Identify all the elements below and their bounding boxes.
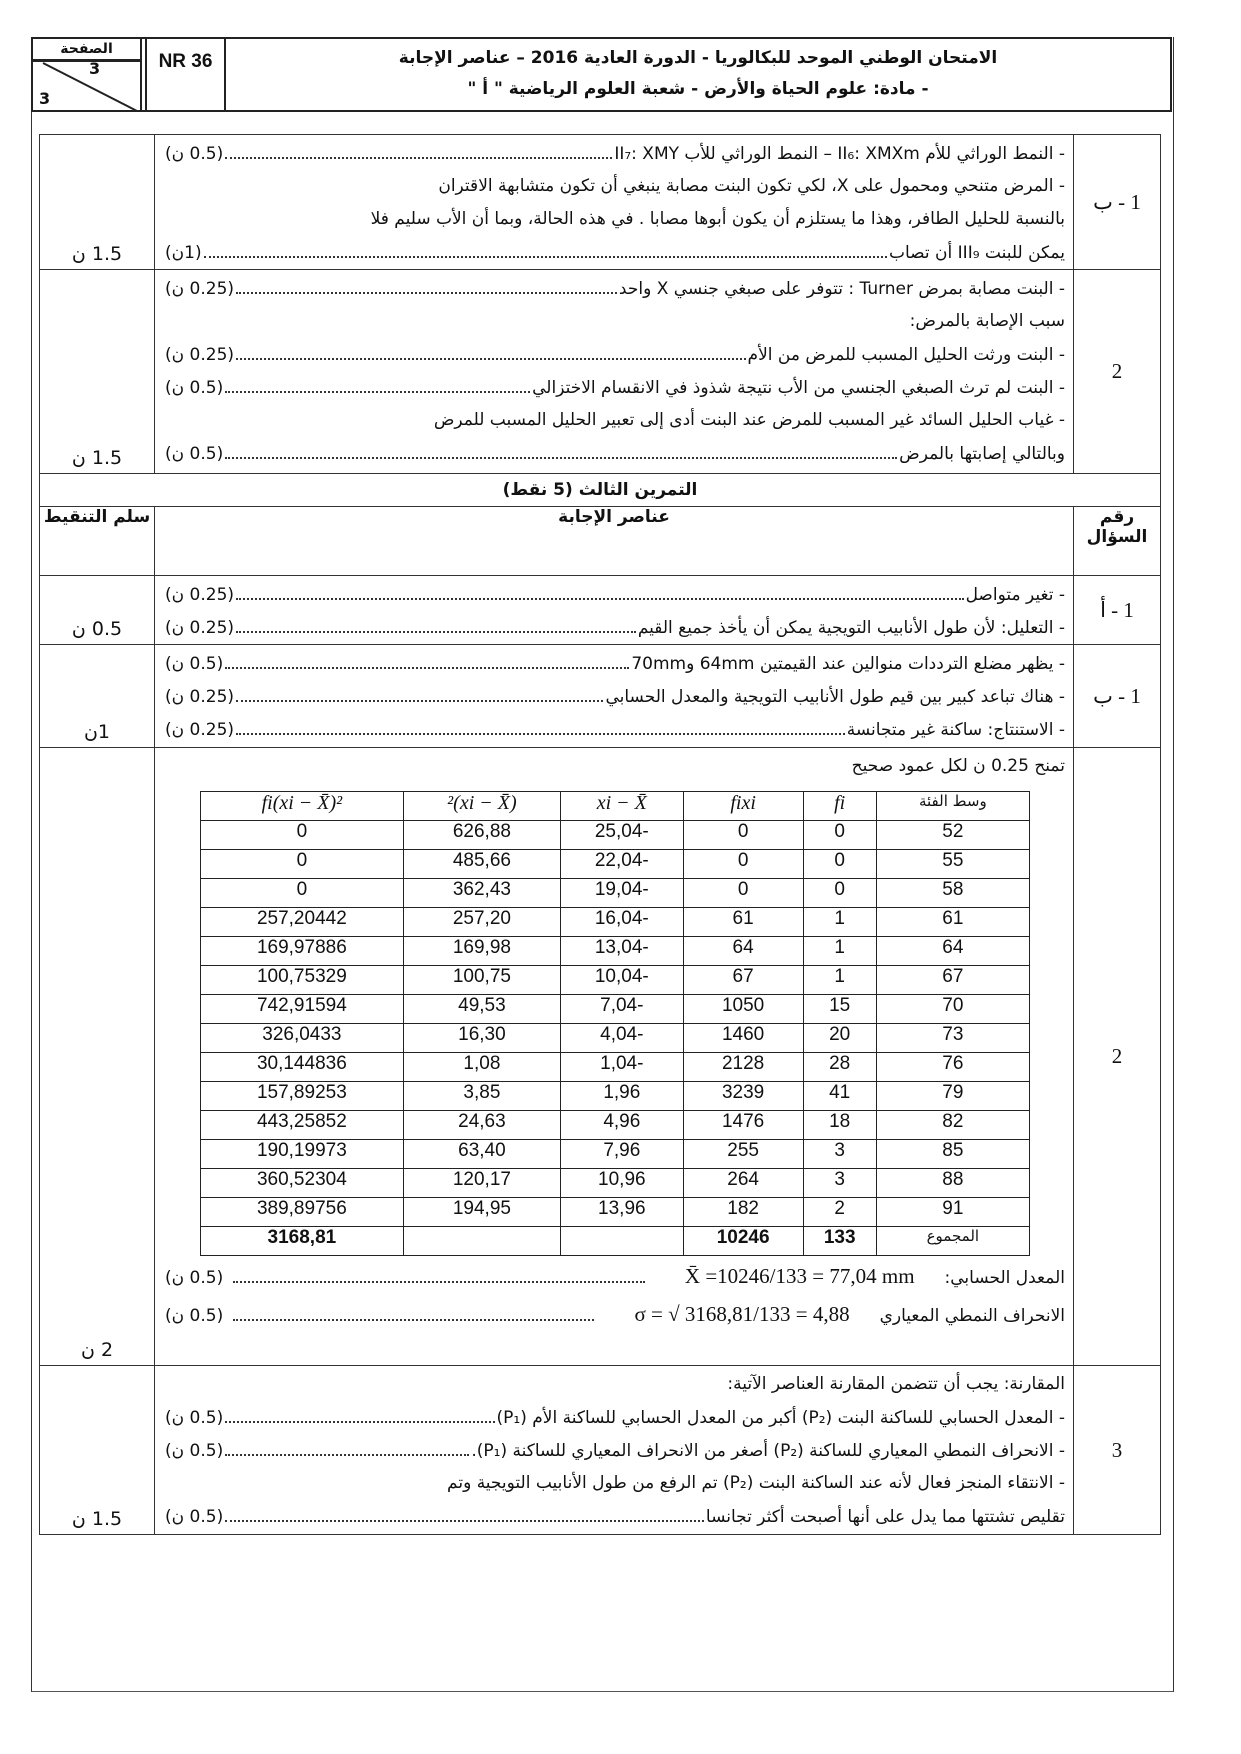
exercise-title-row bbox=[40, 474, 1161, 507]
answer-text: - الاستنتاج: ساكنة غير متجانسة bbox=[846, 720, 1065, 740]
question-number: 1 - أ bbox=[1074, 576, 1161, 645]
calc-formula: σ = √ 3168,81/133 = 4,88 bbox=[634, 1302, 850, 1326]
stats-cell: 157,89253 bbox=[201, 1082, 404, 1111]
score-cell: 1ن bbox=[40, 645, 155, 748]
stats-row bbox=[201, 1082, 1030, 1111]
stats-header-cell: fixi bbox=[683, 792, 803, 821]
stats-cell: 49,53 bbox=[403, 995, 560, 1024]
stats-cell: 18 bbox=[803, 1111, 876, 1140]
answer-line bbox=[165, 338, 1065, 371]
answer-line bbox=[165, 437, 1065, 470]
stats-cell: -13,04 bbox=[561, 937, 683, 966]
answer-table bbox=[39, 134, 1161, 1535]
page-total: 3 bbox=[39, 89, 51, 108]
scoring-note-text: تمنح 0.25 ن لكل عمود صحيح bbox=[851, 756, 1065, 776]
answer-text: - المعدل الحسابي للساكنة البنت (P₂) أكبر من المعدل الحسابي للساكنة الأم (P₁) bbox=[496, 1408, 1065, 1428]
stats-cell: 0 bbox=[683, 850, 803, 879]
stats-cell: -19,04 bbox=[561, 879, 683, 908]
points: (0.5 ن) bbox=[165, 444, 224, 464]
question-row bbox=[40, 135, 1161, 270]
answer-line bbox=[165, 1500, 1065, 1533]
stats-cell: -1,04 bbox=[561, 1053, 683, 1082]
dot-leader bbox=[225, 1500, 704, 1522]
stats-cell: 88 bbox=[876, 1169, 1029, 1198]
stats-total-cell bbox=[403, 1227, 560, 1256]
answer-text: - البنت ورثت الحليل المسبب للمرض من الأم bbox=[747, 345, 1065, 365]
stats-cell: 626,88 bbox=[403, 821, 560, 850]
answer-text: - النمط الوراثي للأم II₆: XMXm – النمط الوراثي للأب II₇: XMY bbox=[614, 144, 1065, 164]
stats-cell: 24,63 bbox=[403, 1111, 560, 1140]
dot-leader bbox=[236, 578, 964, 600]
answer-text: تقليص تشتتها مما يدل على أنها أصبحت أكثر تجانسا bbox=[705, 1507, 1065, 1527]
answer-line bbox=[165, 203, 1065, 236]
dot-leader bbox=[233, 1299, 594, 1321]
stats-cell: 0 bbox=[803, 821, 876, 850]
answer-text: وبالتالي إصابتها بالمرض bbox=[899, 444, 1065, 464]
stats-cell: 76 bbox=[876, 1053, 1029, 1082]
stats-cell: 182 bbox=[683, 1198, 803, 1227]
points: (0.25 ن) bbox=[165, 345, 235, 365]
stats-cell: 3,85 bbox=[403, 1082, 560, 1111]
stats-cell: 67 bbox=[876, 966, 1029, 995]
stats-cell: 360,52304 bbox=[201, 1169, 404, 1198]
answer-text: - غياب الحليل السائد غير المسبب للمرض عند البنت أدى إلى تعبير الحليل المسبب للمرض bbox=[433, 410, 1065, 430]
stats-cell: 3 bbox=[803, 1140, 876, 1169]
score-cell: 0.5 ن bbox=[40, 576, 155, 645]
points: (0.25 ن) bbox=[165, 585, 235, 605]
stats-cell: 63,40 bbox=[403, 1140, 560, 1169]
question-row bbox=[40, 645, 1161, 748]
stats-row bbox=[201, 908, 1030, 937]
stats-cell: 0 bbox=[201, 821, 404, 850]
stats-total-cell: 10246 bbox=[683, 1227, 803, 1256]
page-number: 3 bbox=[89, 59, 101, 78]
stats-cell: 91 bbox=[876, 1198, 1029, 1227]
stats-cell: 64 bbox=[683, 937, 803, 966]
answer-line bbox=[165, 137, 1065, 170]
answer-text: - المرض متنحي ومحمول على X، لكي تكون البنت مصابة ينبغي أن تكون متشابهة الاقتران bbox=[438, 176, 1065, 196]
stats-cell: 100,75 bbox=[403, 966, 560, 995]
stats-cell: 3239 bbox=[683, 1082, 803, 1111]
stats-cell: 55 bbox=[876, 850, 1029, 879]
stats-cell: 169,97886 bbox=[201, 937, 404, 966]
question-row bbox=[40, 576, 1161, 645]
stats-cell: 742,91594 bbox=[201, 995, 404, 1024]
stats-cell: 326,0433 bbox=[201, 1024, 404, 1053]
answer-cell bbox=[155, 576, 1074, 645]
stats-cell: 0 bbox=[683, 879, 803, 908]
calc-label: الانحراف النمطي المعياري bbox=[879, 1306, 1065, 1326]
stats-cell: 1 bbox=[803, 966, 876, 995]
stats-cell: 30,144836 bbox=[201, 1053, 404, 1082]
score-cell: 2 ن bbox=[40, 748, 155, 1366]
stats-cell: 70 bbox=[876, 995, 1029, 1024]
stats-row bbox=[201, 937, 1030, 966]
question-number: 1 - ب bbox=[1074, 135, 1161, 270]
stats-cell: 13,96 bbox=[561, 1198, 683, 1227]
stats-cell: 1460 bbox=[683, 1024, 803, 1053]
stats-cell: -10,04 bbox=[561, 966, 683, 995]
stats-row bbox=[201, 1053, 1030, 1082]
question-number: 3 bbox=[1074, 1366, 1161, 1535]
stats-header-cell: fi bbox=[803, 792, 876, 821]
stats-row bbox=[201, 1024, 1030, 1053]
stats-cell: -22,04 bbox=[561, 850, 683, 879]
answer-text: - الانتقاء المنجز فعال لأنه عند الساكنة البنت (P₂) تم الرفع من طول الأنابيب التويجية وتم bbox=[447, 1473, 1065, 1493]
answer-text: سبب الإصابة بالمرض: bbox=[909, 311, 1065, 331]
stats-cell: 100,75329 bbox=[201, 966, 404, 995]
answer-cell bbox=[155, 645, 1074, 748]
stats-row bbox=[201, 850, 1030, 879]
stats-cell: 20 bbox=[803, 1024, 876, 1053]
points: (0.25 ن) bbox=[165, 618, 235, 638]
answer-line bbox=[165, 647, 1065, 680]
mean-calculation bbox=[165, 1258, 1065, 1294]
stats-cell: 82 bbox=[876, 1111, 1029, 1140]
dot-leader bbox=[236, 680, 603, 702]
dot-leader bbox=[236, 713, 845, 735]
question-number: 2 bbox=[1074, 748, 1161, 1366]
stats-cell: 61 bbox=[683, 908, 803, 937]
answer-line bbox=[165, 272, 1065, 305]
col-header-answer: عناصر الإجابة bbox=[155, 507, 1074, 576]
stats-header-row bbox=[201, 792, 1030, 821]
stats-cell: 58 bbox=[876, 879, 1029, 908]
answer-text: - التعليل: لأن طول الأنابيب التويجية يمكن أن يأخذ جميع القيم bbox=[637, 618, 1065, 638]
stats-cell: 64 bbox=[876, 937, 1029, 966]
stats-cell: 255 bbox=[683, 1140, 803, 1169]
stats-cell: 0 bbox=[803, 850, 876, 879]
stats-cell: 73 bbox=[876, 1024, 1029, 1053]
col-header-score: سلم التنقيط bbox=[40, 507, 155, 576]
stats-cell: 264 bbox=[683, 1169, 803, 1198]
points: (0.25 ن) bbox=[165, 279, 235, 299]
calc-label: المعدل الحسابي: bbox=[944, 1268, 1065, 1288]
stats-row bbox=[201, 966, 1030, 995]
score-cell: 1.5 ن bbox=[40, 270, 155, 474]
stats-header-cell: (xi − X̄)² bbox=[403, 792, 560, 821]
exam-code: NR 36 bbox=[145, 39, 226, 110]
stats-cell: 2 bbox=[803, 1198, 876, 1227]
stats-cell: 61 bbox=[876, 908, 1029, 937]
stats-cell: 1050 bbox=[683, 995, 803, 1024]
score-cell: 1.5 ن bbox=[40, 1366, 155, 1535]
points: (0.25 ن) bbox=[165, 720, 235, 740]
stats-row bbox=[201, 995, 1030, 1024]
calc-formula: X̄ =10246/133 = 77,04 mm bbox=[684, 1264, 915, 1288]
stats-cell: 52 bbox=[876, 821, 1029, 850]
page-label: الصفحة bbox=[33, 39, 140, 62]
stats-cell: 85 bbox=[876, 1140, 1029, 1169]
stats-total-row bbox=[201, 1227, 1030, 1256]
stats-row bbox=[201, 1198, 1030, 1227]
answer-line bbox=[165, 170, 1065, 203]
stats-cell: 67 bbox=[683, 966, 803, 995]
dot-leader bbox=[225, 1434, 469, 1456]
stats-cell: 16,30 bbox=[403, 1024, 560, 1053]
answer-text: يمكن للبنت III₉ أن تصاب bbox=[888, 243, 1065, 263]
points: (0.5 ن) bbox=[165, 144, 224, 164]
answer-cell bbox=[155, 1366, 1074, 1535]
exercise-title: التمرين الثالث (5 نقط) bbox=[40, 474, 1161, 507]
stats-row bbox=[201, 1140, 1030, 1169]
points: (0.5 ن) bbox=[165, 378, 224, 398]
answer-line bbox=[165, 305, 1065, 338]
stats-total-cell: 133 bbox=[803, 1227, 876, 1256]
page-number-box bbox=[33, 39, 142, 110]
question-number: 2 bbox=[1074, 270, 1161, 474]
answer-line bbox=[165, 1434, 1065, 1467]
stats-cell: 0 bbox=[201, 850, 404, 879]
stats-header-cell: fi(xi − X̄)² bbox=[201, 792, 404, 821]
answer-line bbox=[165, 371, 1065, 404]
answer-line bbox=[165, 611, 1065, 644]
dot-leader bbox=[236, 611, 636, 633]
stats-cell: 28 bbox=[803, 1053, 876, 1082]
stats-cell: 194,95 bbox=[403, 1198, 560, 1227]
stats-cell: 190,19973 bbox=[201, 1140, 404, 1169]
answer-line bbox=[165, 236, 1065, 269]
stats-cell: 1 bbox=[803, 937, 876, 966]
answer-line bbox=[165, 1401, 1065, 1434]
answer-text: - هناك تباعد كبير بين قيم طول الأنابيب التويجية والمعدل الحسابي bbox=[605, 687, 1065, 707]
points: (0.5 ن) bbox=[165, 1408, 224, 1428]
dot-leader bbox=[236, 338, 746, 360]
answer-cell bbox=[155, 135, 1074, 270]
stats-cell: -4,04 bbox=[561, 1024, 683, 1053]
stats-cell: 1476 bbox=[683, 1111, 803, 1140]
stats-cell: 257,20 bbox=[403, 908, 560, 937]
stats-row bbox=[201, 821, 1030, 850]
stats-cell: 2128 bbox=[683, 1053, 803, 1082]
answer-line bbox=[165, 680, 1065, 713]
points: (1ن) bbox=[165, 243, 202, 263]
dot-leader bbox=[236, 272, 617, 294]
stats-total-cell: المجموع bbox=[876, 1227, 1029, 1256]
stats-cell: 389,89756 bbox=[201, 1198, 404, 1227]
answer-line bbox=[165, 1368, 1065, 1401]
answer-text: - تغير متواصل bbox=[965, 585, 1065, 605]
column-header-row bbox=[40, 507, 1161, 576]
answer-cell bbox=[155, 748, 1074, 1366]
stats-row bbox=[201, 1169, 1030, 1198]
stats-cell: 120,17 bbox=[403, 1169, 560, 1198]
stats-cell: 1,96 bbox=[561, 1082, 683, 1111]
dot-leader bbox=[204, 236, 887, 258]
dot-leader bbox=[225, 137, 612, 159]
answer-text: - الانحراف النمطي المعياري للساكنة (P₂) أصغر من الانحراف المعياري للساكنة (P₁). bbox=[471, 1441, 1065, 1461]
stats-cell: -16,04 bbox=[561, 908, 683, 937]
stats-cell: -25,04 bbox=[561, 821, 683, 850]
answer-text: - البنت مصابة بمرض Turner : تتوفر على صبغي جنسي X واحد bbox=[618, 279, 1065, 299]
stats-total-cell bbox=[561, 1227, 683, 1256]
dot-leader bbox=[225, 371, 530, 393]
stats-cell: 485,66 bbox=[403, 850, 560, 879]
dot-leader bbox=[233, 1261, 645, 1283]
points: (0.5 ن) bbox=[165, 1441, 224, 1461]
points: (0.5 ن) bbox=[165, 1268, 224, 1288]
question-row bbox=[40, 1366, 1161, 1535]
question-number: 1 - ب bbox=[1074, 645, 1161, 748]
points: (0.25 ن) bbox=[165, 687, 235, 707]
answer-text: - يظهر مضلع الترددات منوالين عند القيمتين 64mm و70mm bbox=[631, 654, 1065, 674]
answer-line bbox=[165, 404, 1065, 437]
stats-cell: 0 bbox=[803, 879, 876, 908]
stats-header-cell: xi − X̄ bbox=[561, 792, 683, 821]
stats-cell: 4,96 bbox=[561, 1111, 683, 1140]
stats-cell: 41 bbox=[803, 1082, 876, 1111]
exam-header bbox=[31, 37, 1172, 112]
answer-line bbox=[165, 713, 1065, 746]
stats-cell: 0 bbox=[683, 821, 803, 850]
header-titles bbox=[226, 39, 1170, 110]
exam-title: الامتحان الوطني الموحد للبكالوريا - الدورة العادية 2016 – عناصر الإجابة bbox=[398, 48, 998, 68]
stats-row bbox=[201, 1111, 1030, 1140]
stats-total-cell: 3168,81 bbox=[201, 1227, 404, 1256]
stats-cell: 1,08 bbox=[403, 1053, 560, 1082]
stats-cell: 10,96 bbox=[561, 1169, 683, 1198]
scoring-note bbox=[165, 750, 1065, 783]
stats-cell: 79 bbox=[876, 1082, 1029, 1111]
statistics-table bbox=[200, 791, 1030, 1256]
answer-text: بالنسبة للحليل الطافر، وهذا ما يستلزم أن يكون أبوها مصابا . في هذه الحالة، وبما أن الأب سليم فلا bbox=[370, 209, 1065, 229]
points: (0.5 ن) bbox=[165, 1507, 224, 1527]
answer-text: المقارنة: يجب أن تتضمن المقارنة العناصر الآتية: bbox=[727, 1374, 1065, 1394]
dot-leader bbox=[225, 437, 897, 459]
answer-line bbox=[165, 578, 1065, 611]
dot-leader bbox=[225, 647, 629, 669]
stats-cell: 7,96 bbox=[561, 1140, 683, 1169]
points: (0.5 ن) bbox=[165, 1306, 224, 1326]
score-cell: 1.5 ن bbox=[40, 135, 155, 270]
answer-line bbox=[165, 1467, 1065, 1500]
answer-text: - البنت لم ترث الصبغي الجنسي من الأب نتيجة شذوذ في الانقسام الاختزالي bbox=[532, 378, 1065, 398]
stats-cell: 443,25852 bbox=[201, 1111, 404, 1140]
stats-cell: 0 bbox=[201, 879, 404, 908]
question-row bbox=[40, 270, 1161, 474]
points: (0.5 ن) bbox=[165, 654, 224, 674]
stats-cell: 3 bbox=[803, 1169, 876, 1198]
question-row bbox=[40, 748, 1161, 1366]
sd-calculation bbox=[165, 1296, 1065, 1332]
stats-cell: 362,43 bbox=[403, 879, 560, 908]
stats-cell: 169,98 bbox=[403, 937, 560, 966]
stats-cell: 1 bbox=[803, 908, 876, 937]
stats-row bbox=[201, 879, 1030, 908]
stats-cell: -7,04 bbox=[561, 995, 683, 1024]
stats-cell: 257,20442 bbox=[201, 908, 404, 937]
dot-leader bbox=[225, 1401, 494, 1423]
stats-header-cell: وسط الفئة bbox=[876, 792, 1029, 821]
stats-cell: 15 bbox=[803, 995, 876, 1024]
subject-title: - مادة: علوم الحياة والأرض - شعبة العلوم الرياضية " أ " bbox=[467, 79, 929, 99]
answer-cell bbox=[155, 270, 1074, 474]
col-header-question: رقم السؤال bbox=[1074, 507, 1161, 576]
